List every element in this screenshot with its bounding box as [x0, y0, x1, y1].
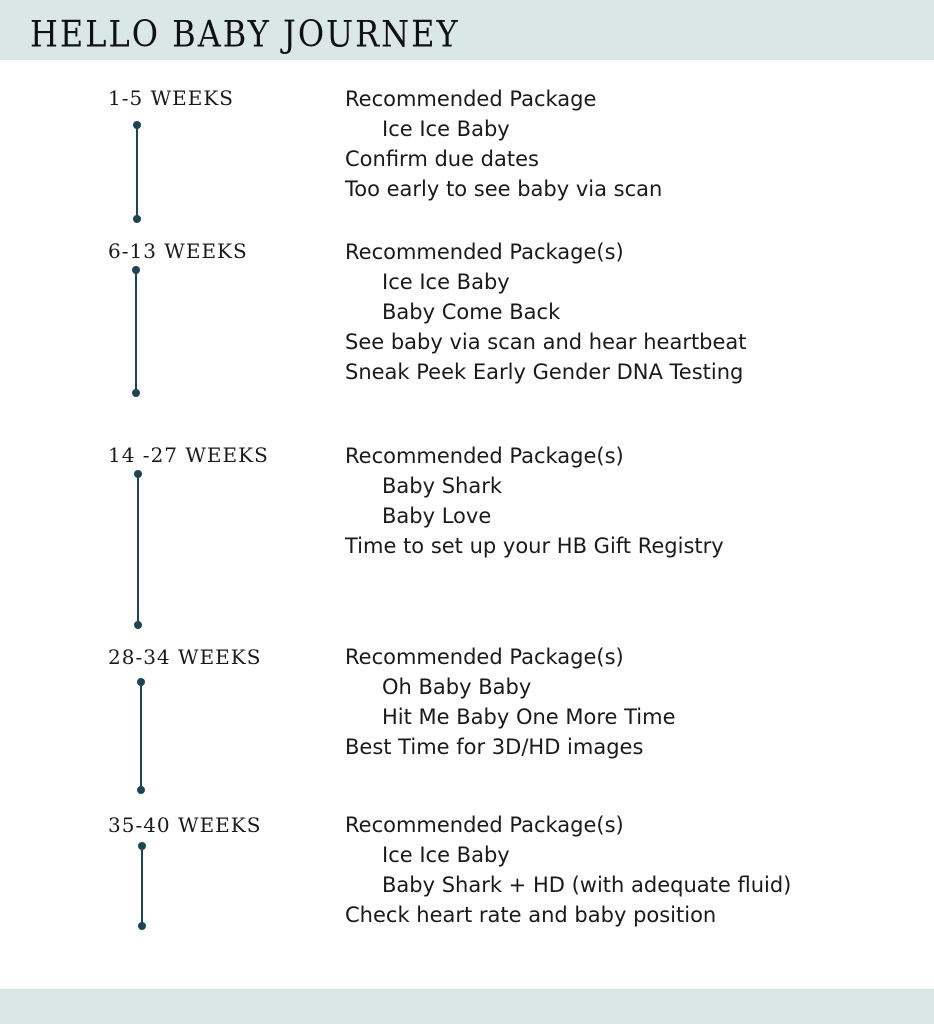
stage-heading: Recommended Package [345, 87, 597, 111]
stage-note: Confirm due dates [345, 147, 539, 171]
package-item: Ice Ice Baby [382, 270, 510, 294]
package-item: Baby Shark [382, 474, 503, 498]
stage-note: Check heart rate and baby position [345, 903, 717, 927]
package-item: Ice Ice Baby [382, 117, 510, 141]
timeline-connector [134, 470, 142, 629]
stage-heading: Recommended Package(s) [345, 813, 624, 837]
footer-band [0, 989, 934, 1024]
stage-weeks-label: 28-34 WEEKS [108, 645, 262, 669]
stage-weeks-label: 1-5 WEEKS [108, 86, 234, 110]
stage-note: Too early to see baby via scan [345, 177, 663, 201]
package-item: Baby Shark + HD (with adequate fluid) [382, 873, 792, 897]
timeline-dot [134, 621, 142, 629]
package-item: Oh Baby Baby [382, 675, 532, 699]
stage-heading: Recommended Package(s) [345, 645, 624, 669]
stage-details [345, 642, 676, 762]
timeline-dot [137, 786, 145, 794]
timeline-connector [137, 678, 145, 794]
package-item: Baby Come Back [382, 300, 561, 324]
stage-heading: Recommended Package(s) [345, 240, 624, 264]
header-band [0, 0, 934, 60]
page-title: HELLO BABY JOURNEY [30, 12, 460, 56]
timeline-connector [132, 266, 140, 397]
package-item: Ice Ice Baby [382, 843, 510, 867]
timeline-line [136, 125, 138, 219]
stage-details [345, 441, 724, 561]
timeline-dot [133, 215, 141, 223]
package-item: Hit Me Baby One More Time [382, 705, 676, 729]
stage-heading: Recommended Package(s) [345, 444, 624, 468]
stage-weeks-label: 6-13 WEEKS [108, 239, 248, 263]
package-item: Baby Love [382, 504, 492, 528]
stage-note: See baby via scan and hear heartbeat [345, 330, 747, 354]
timeline-connector [138, 842, 146, 930]
stage-weeks-label: 35-40 WEEKS [108, 813, 262, 837]
stage-note: Sneak Peek Early Gender DNA Testing [345, 360, 744, 384]
timeline-connector [133, 121, 141, 223]
timeline-line [141, 846, 143, 926]
stage-note: Time to set up your HB Gift Registry [345, 534, 724, 558]
timeline-dot [132, 389, 140, 397]
stage-details [345, 237, 747, 387]
timeline-line [135, 270, 137, 393]
stage-details [345, 810, 791, 930]
stage-details [345, 84, 662, 204]
timeline-line [137, 474, 139, 625]
stage-weeks-label: 14 -27 WEEKS [108, 443, 269, 467]
stage-note: Best Time for 3D/HD images [345, 735, 644, 759]
timeline-line [140, 682, 142, 790]
timeline-dot [138, 922, 146, 930]
